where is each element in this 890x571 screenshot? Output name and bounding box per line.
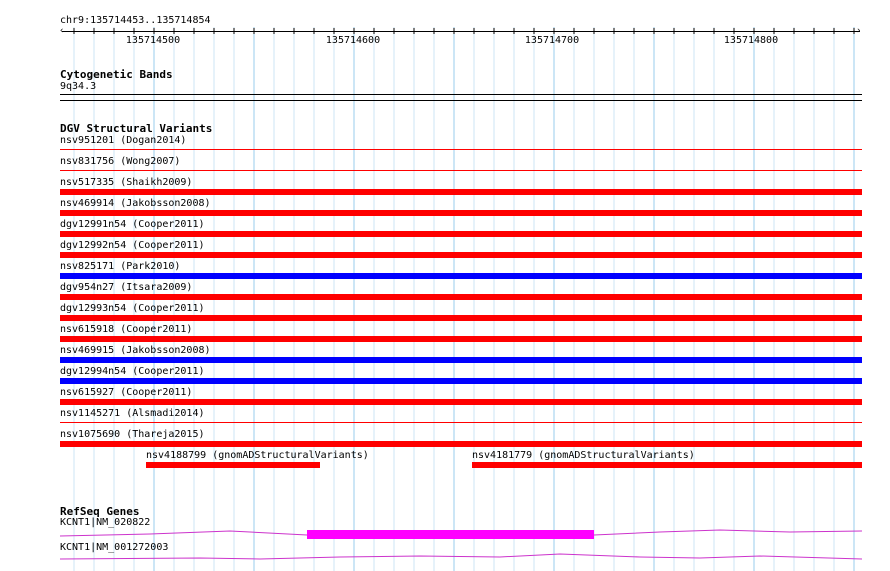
gnomad-variant-label: nsv4188799 (gnomADStructuralVariants) [146,450,369,461]
ruler-tick-label: 135714500 [125,35,181,46]
dgv-variant-label: nsv517335 (Shaikh2009) [60,177,193,188]
dgv-variant-label: nsv831756 (Wong2007) [60,156,181,167]
ruler-right-arrow-icon: › [856,26,862,36]
gene-label: KCNT1|NM_020822 [60,517,151,528]
dgv-variant-label: nsv615927 (Cooper2011) [60,387,193,398]
dgv-variant-label: nsv1075690 (Thareja2015) [60,429,205,440]
ruler-tick-label: 135714800 [723,35,779,46]
track-title-cytobands: Cytogenetic Bands [60,68,173,81]
dgv-variant-label: dgv12992n54 (Cooper2011) [60,240,205,251]
gene-intron-line [60,554,862,559]
dgv-variant-label: nsv825171 (Park2010) [60,261,181,272]
track-title-refseq: RefSeq Genes [60,505,140,518]
ruler-left-arrow-icon: ‹ [59,26,65,36]
dgv-variant-label: dgv12993n54 (Cooper2011) [60,303,205,314]
dgv-variant-label: nsv615918 (Cooper2011) [60,324,193,335]
ruler-tick-label: 135714700 [524,35,580,46]
dgv-variant-label: nsv469915 (Jakobsson2008) [60,345,211,356]
dgv-variant-label: nsv1145271 (Alsmadi2014) [60,408,205,419]
dgv-variant-label: nsv469914 (Jakobsson2008) [60,198,211,209]
dgv-variant-label: dgv954n27 (Itsara2009) [60,282,193,293]
ruler-tick-label: 135714600 [325,35,381,46]
location-label: chr9:135714453..135714854 [60,15,211,26]
dgv-variant-label: dgv12994n54 (Cooper2011) [60,366,205,377]
gene-exon [307,530,594,539]
gene-intron-line [60,531,307,536]
gene-label: KCNT1|NM_001272003 [60,542,169,553]
dgv-variant-label: nsv951201 (Dogan2014) [60,135,187,146]
cytoband-label: 9q34.3 [60,81,97,92]
track-title-dgv: DGV Structural Variants [60,122,213,135]
gnomad-variant-label: nsv4181779 (gnomADStructuralVariants) [472,450,695,461]
gene-intron-line [594,530,862,535]
dgv-variant-label: dgv12991n54 (Cooper2011) [60,219,205,230]
